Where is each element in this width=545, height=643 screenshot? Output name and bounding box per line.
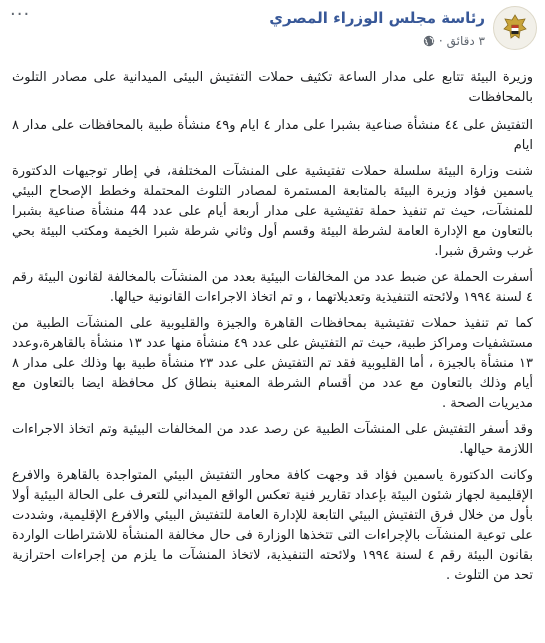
post-meta: ٣ دقائق ·	[423, 34, 485, 48]
egypt-emblem-icon	[498, 11, 532, 45]
post-header	[0, 0, 545, 66]
post-paragraph: التفتيش على ٤٤ منشأة صناعية بشبرا على مدار ٤ ايام و٤٩ منشأة طبية بالمحافظات على مدار ٨ ايام	[12, 118, 533, 153]
post-time[interactable]: ٣ دقائق	[446, 34, 485, 48]
post-paragraph: كما تم تنفيذ حملات تفتيشية بمحافظات القاهرة والجيزة والقليوبية على المنشآت الطبية من مستشفيات ومراكز طبية، حيث تم التفتيش على عدد ٤٩ منشأة منها عدد ١٣ منشأة بالقاهرة،وعدد ١٣ منشأة بالجيزة ، أما القليوبية فقد تم التفتيش على عدد ٢٣ منشأة طبية بها وذلك على مدار ٨ أيام وذلك بالتعاون مع عدد من أقسام الشرطة المعنية بنطاق كل محافظة ايضا بالتعاون مع مديريات الصحة .	[12, 316, 534, 411]
post-paragraph: وقد أسفر التفتيش على المنشآت الطبية عن رصد عدد من المخالفات البيئية وتم اتخاذ الاجراءات اللازمة حيالها.	[12, 422, 533, 457]
post-body	[12, 68, 533, 592]
post-paragraph: أسفرت الحملة عن ضبط عدد من المخالفات البيئية بعدد من المنشآت بالمخالفة لقانون البيئة رقم ٤ لسنة ١٩٩٤ ولائحته التنفيذية وتعديلاتهما ، و تم اتخاذ الاجراءات القانونية حيالها.	[12, 270, 533, 305]
more-options-icon[interactable]: ···	[10, 4, 31, 25]
post-paragraph: وزيرة البيئة تتابع على مدار الساعة تكثيف حملات التفتيش البيئى الميدانية على مصادر التلوث بالمحافظات	[12, 70, 533, 105]
page-name-link[interactable]: رئاسة مجلس الوزراء المصري	[269, 9, 485, 27]
post-paragraph: وكانت الدكتورة ياسمين فؤاد قد وجهت كافة محاور التفتيش البيئي المتواجدة بالقاهرة والافرع الإقليمية لجهاز شئون البيئة بإعداد تقارير فنية تعكس الواقع الميداني للتعرف على الحالة البيئية أولا بأول من خلال فرق التفتيش البيئي التابعة للإدارة العامة للتفتيش البيئي والافرع الإقليمية، وشددت على توعية المنشآت بالإجراءات التى تتخذها الوزارة فى حال مخالفة المنشأة للاشتراطات الواردة بقانون البيئة رقم ٤ لسنة ١٩٩٤ ولائحته التنفيذية، لاتخاذ المنشآت ما يلزم من إجراءات احترازية تحد من التلوث .	[12, 468, 534, 583]
globe-icon[interactable]	[423, 35, 435, 47]
post-paragraph: شنت وزارة البيئة سلسلة حملات تفتيشية على المنشآت المختلفة، في إطار توجيهات الدكتورة ياسمين فؤاد وزيرة البيئة بالمتابعة المستمرة لمصادر التلوث المحتملة وخطط الإصحاح البيئي للمنشآت، حيث تم تنفيذ حملة تفتيشية على مدار أربعة أيام على عدد 44 منشأة صناعية بشبرا بالتعاون مع الإدارة العامة لشرطة البيئة وقسم أول وثاني شرطة شبرا الخيمة ومكتب البيئة بحي غرب وشرق شبرا.	[12, 164, 534, 259]
page-avatar[interactable]	[493, 6, 537, 50]
